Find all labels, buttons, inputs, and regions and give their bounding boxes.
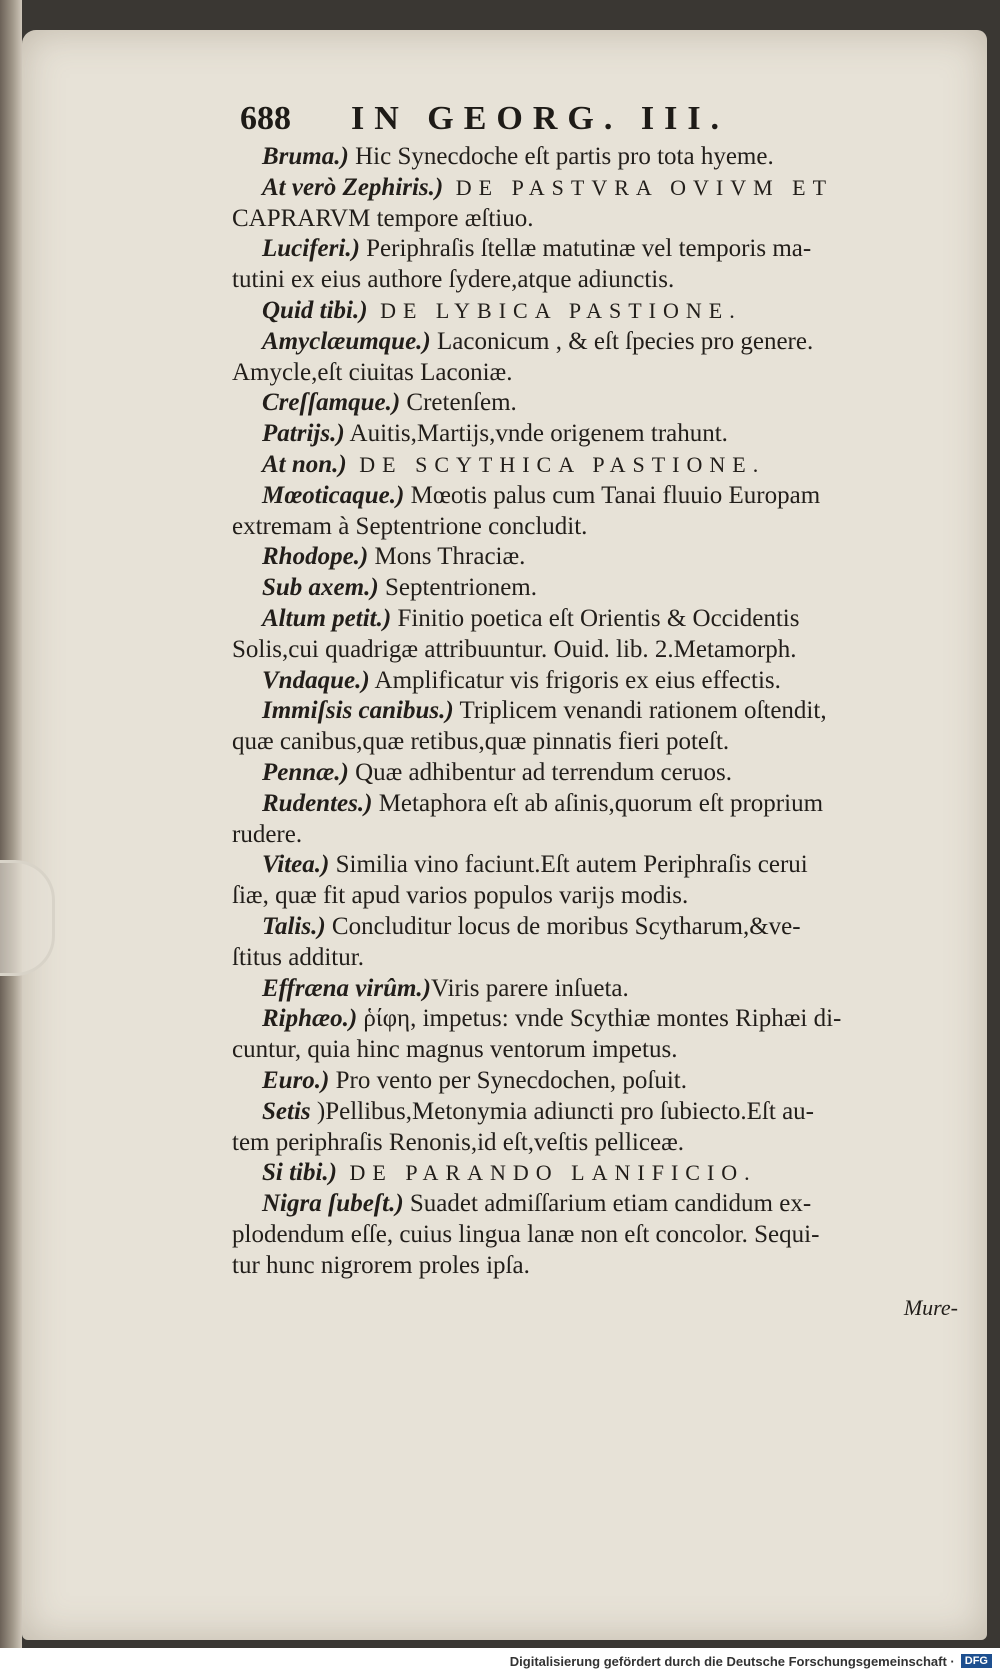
line-text: quæ canibus,quæ retibus,quæ pinnatis fieri poteſt. [232, 728, 730, 756]
commentary-text [232, 142, 982, 1281]
lemma: Effræna virûm.) [262, 974, 432, 1002]
line-text: Viris parere inſueta. [431, 974, 629, 1002]
text-line [232, 1128, 982, 1159]
line-text: tem periphraſis Renonis,id eſt,veſtis pelliceæ. [232, 1128, 684, 1156]
line-text: Septentrionem. [378, 574, 537, 602]
line-text: Metaphora eſt ab aſinis,quorum eſt proprium [372, 789, 824, 817]
line-text: Solis,cui quadrigæ attribuuntur. Ouid. lib. 2.Metamorph. [232, 635, 797, 663]
text-line [232, 142, 982, 173]
line-text: CAPRARVM tempore æſtiuo. [232, 204, 534, 232]
text-line [232, 542, 982, 573]
line-text: plodendum eſſe, cuius lingua lanæ non eſt concolor. Sequi- [232, 1220, 820, 1248]
text-line [232, 1097, 982, 1128]
line-text: cuntur, quia hinc magnus ventorum impetus. [232, 1036, 678, 1064]
text-line [232, 1251, 982, 1282]
lemma: Immiſsis canibus.) [262, 697, 454, 725]
lemma: Rudentes.) [262, 789, 373, 817]
lemma: Quid tibi.) [262, 296, 368, 324]
lemma: Setis [262, 1097, 311, 1125]
lemma: Luciferi.) [262, 235, 360, 263]
lemma: Bruma.) [262, 143, 349, 170]
line-text: Amplificatur vis frigoris ex eius effectis. [369, 666, 781, 694]
text-line [232, 820, 982, 851]
dfg-logo: DFG [961, 1654, 992, 1668]
text-line [232, 758, 982, 789]
text-line [232, 881, 982, 912]
text-line [232, 265, 982, 296]
lemma: Sub axem.) [262, 574, 379, 602]
text-line [232, 1004, 982, 1035]
line-text: tutini ex eius authore ſydere,atque adiunctis. [232, 266, 675, 294]
text-line [232, 943, 982, 974]
line-text: DE PASTVRA OVIVM ET [443, 174, 834, 200]
lemma: Riphæo.) [262, 1005, 358, 1033]
footer-credit-text: Digitalisierung gefördert durch die Deutsche Forschungsgemeinschaft · [509, 1653, 955, 1669]
line-text: ῥίφη, impetus: vnde Scythiæ montes Riphæi di- [357, 1005, 842, 1033]
footer-credit [0, 1648, 1000, 1674]
line-text: )Pellibus,Metonymia adiuncti pro ſubiecto.Eſt au- [310, 1097, 814, 1125]
lemma: Mœoticaque.) [262, 481, 405, 509]
text-line [232, 234, 982, 265]
lemma: Talis.) [262, 912, 326, 940]
line-text: ſtitus additur. [232, 943, 364, 971]
line-text: Mœotis palus cum Tanai fluuio Europam [404, 481, 821, 509]
lemma: Vndaque.) [262, 666, 370, 694]
text-line [232, 358, 982, 389]
line-text: Auitis,Martijs,vnde origenem trahunt. [344, 420, 728, 448]
line-text: Triplicem venandi rationem oſtendit, [453, 697, 827, 725]
text-line [232, 696, 982, 727]
lemma: Pennæ.) [262, 758, 349, 786]
lemma: Vitea.) [262, 851, 330, 879]
text-line [232, 204, 982, 235]
line-text: Finitio poetica eſt Orientis & Occidentis [391, 604, 800, 632]
clip-mark [0, 860, 55, 976]
lemma: Nigra ſubeſt.) [262, 1190, 404, 1218]
line-text: Similia vino faciunt.Eſt autem Periphraſis cerui [329, 851, 808, 879]
lemma: Altum petit.) [262, 604, 392, 632]
line-text: Hic Synecdoche eſt partis pro tota hyeme. [348, 143, 774, 170]
text-line [232, 388, 982, 419]
lemma: Euro.) [262, 1066, 330, 1094]
text-line [232, 419, 982, 450]
line-text: Periphraſis ſtellæ matutinæ vel temporis ma- [359, 235, 812, 263]
lemma: Patrijs.) [262, 420, 345, 448]
lemma: Creſſamque.) [262, 389, 401, 417]
lemma: At verò Zephiris.) [262, 173, 444, 201]
text-line [232, 727, 982, 758]
text-line [232, 573, 982, 604]
text-line [232, 850, 982, 881]
text-line [232, 604, 982, 635]
text-line [232, 912, 982, 943]
line-text: Pro vento per Synecdochen, poſuit. [329, 1066, 687, 1094]
text-line [232, 296, 982, 327]
lemma: At non.) [262, 450, 347, 478]
running-title: IN GEORG. III. [351, 100, 730, 137]
lemma: Si tibi.) [262, 1159, 338, 1187]
line-text: Cretenſem. [400, 389, 517, 417]
line-text: ſiæ, quæ fit apud varios populos varijs modis. [232, 882, 689, 910]
text-line [232, 1035, 982, 1066]
running-header [240, 100, 860, 144]
line-text: DE PARANDO LANIFICIO. [337, 1160, 757, 1186]
text-line [232, 1220, 982, 1251]
text-line [232, 1158, 982, 1189]
text-line [232, 327, 982, 358]
text-line [232, 1066, 982, 1097]
text-line [232, 1189, 982, 1220]
line-text: Concluditur locus de moribus Scytharum,&ve- [325, 912, 801, 940]
lemma: Amyclæumque.) [262, 327, 431, 355]
text-line [232, 450, 982, 481]
line-text: rudere. [232, 820, 303, 848]
line-text: tur hunc nigrorem proles ipſa. [232, 1251, 530, 1279]
catchword: Mure- [903, 1295, 958, 1320]
lemma: Rhodope.) [262, 543, 369, 571]
line-text: Mons Thraciæ. [368, 543, 526, 571]
text-line [232, 974, 982, 1005]
page-number: 688 [240, 100, 291, 137]
line-text: Suadet admiſſarium etiam candidum ex- [403, 1190, 812, 1218]
text-line [232, 512, 982, 543]
line-text: Laconicum , & eſt ſpecies pro genere. [430, 327, 814, 355]
line-text: DE LYBICA PASTIONE. [367, 297, 742, 323]
book-edge [0, 0, 22, 1648]
text-line [232, 481, 982, 512]
line-text: extremam à Septentrione concludit. [232, 512, 588, 540]
text-line [232, 173, 982, 204]
line-text: Quæ adhibentur ad terrendum ceruos. [348, 758, 733, 786]
line-text: DE SCYTHICA PASTIONE. [346, 451, 766, 477]
text-line [232, 666, 982, 697]
text-line [232, 789, 982, 820]
line-text: Amycle,eſt ciuitas Laconiæ. [232, 358, 513, 386]
text-line [232, 635, 982, 666]
